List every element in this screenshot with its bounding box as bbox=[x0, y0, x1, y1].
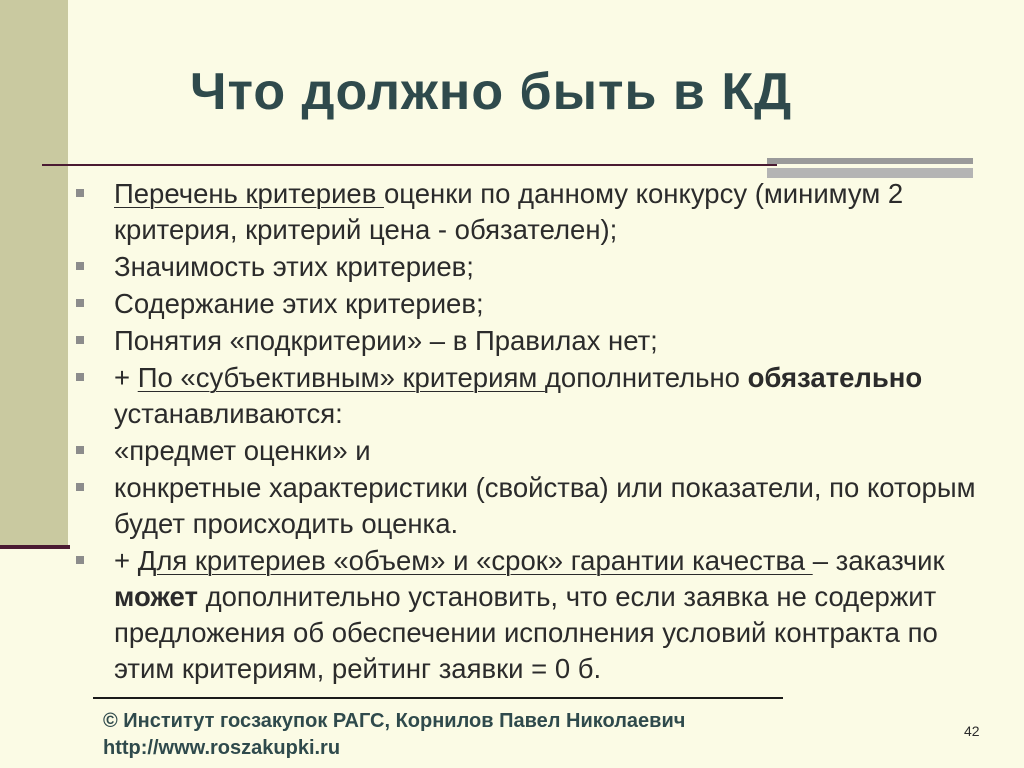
bullet-list bbox=[74, 176, 994, 688]
bullet-square-icon bbox=[76, 373, 84, 381]
bullet-square-icon bbox=[76, 299, 84, 307]
bullet-item bbox=[74, 360, 994, 432]
page-number: 42 bbox=[964, 723, 980, 739]
bullet-text: Значимость этих критериев; bbox=[114, 251, 474, 282]
bullet-bold-text: может bbox=[114, 581, 198, 612]
footer bbox=[103, 708, 685, 762]
bullet-text: дополнительно установить, что если заявка не содержит предложения об обеспечении исполнения условий контракта по этим критериям, рейтинг заявки = 0 б. bbox=[114, 581, 938, 684]
bullet-square-icon bbox=[76, 336, 84, 344]
bullet-item bbox=[74, 249, 994, 285]
bullet-item bbox=[74, 176, 994, 248]
bullet-prefix: + bbox=[114, 362, 138, 393]
bullet-item bbox=[74, 433, 994, 469]
bullet-text: оценки по данному конкурсу (минимум 2 критерия, критерий цена - обязателен); bbox=[114, 178, 904, 245]
slide-title: Что должно быть в КД bbox=[190, 63, 793, 121]
bullet-underlined-text: Перечень критериев bbox=[114, 178, 384, 209]
bullet-prefix: + bbox=[114, 545, 138, 576]
bullet-text: Понятия «подкритерии» – в Правилах нет; bbox=[114, 325, 658, 356]
bullet-bold-text: обязательно bbox=[747, 362, 923, 393]
bullet-square-icon bbox=[76, 556, 84, 564]
bullet-square-icon bbox=[76, 189, 84, 197]
footer-link[interactable]: http://www.roszakupki.ru bbox=[103, 737, 341, 759]
bullet-underlined-text: Для критериев «объем» и «срок» гарантии качества bbox=[137, 545, 813, 576]
side-rule bbox=[0, 545, 70, 549]
bullet-text: дополнительно bbox=[544, 362, 748, 393]
bullet-text: Содержание этих критериев; bbox=[114, 288, 484, 319]
bullet-text-tail: устанавливаются: bbox=[114, 398, 343, 429]
bullet-item bbox=[74, 470, 994, 542]
bullet-item bbox=[74, 286, 994, 322]
bullet-item bbox=[74, 323, 994, 359]
bullet-square-icon bbox=[76, 262, 84, 270]
bullet-item bbox=[74, 543, 994, 687]
footer-divider bbox=[93, 697, 783, 699]
title-accent-bar bbox=[767, 158, 973, 164]
bullet-text: конкретные характеристики (свойства) или показатели, по которым будет происходить оценка. bbox=[114, 472, 976, 539]
title-divider bbox=[42, 164, 777, 166]
bullet-text-dash: – заказчик bbox=[812, 545, 945, 576]
bullet-text: «предмет оценки» и bbox=[114, 435, 371, 466]
bullet-underlined-text: По «субъективным» критериям bbox=[137, 362, 545, 393]
footer-copyright: © Институт госзакупок РАГС, Корнилов Павел Николаевич bbox=[103, 710, 686, 732]
bullet-square-icon bbox=[76, 483, 84, 491]
bullet-square-icon bbox=[76, 446, 84, 454]
side-band bbox=[0, 0, 68, 545]
